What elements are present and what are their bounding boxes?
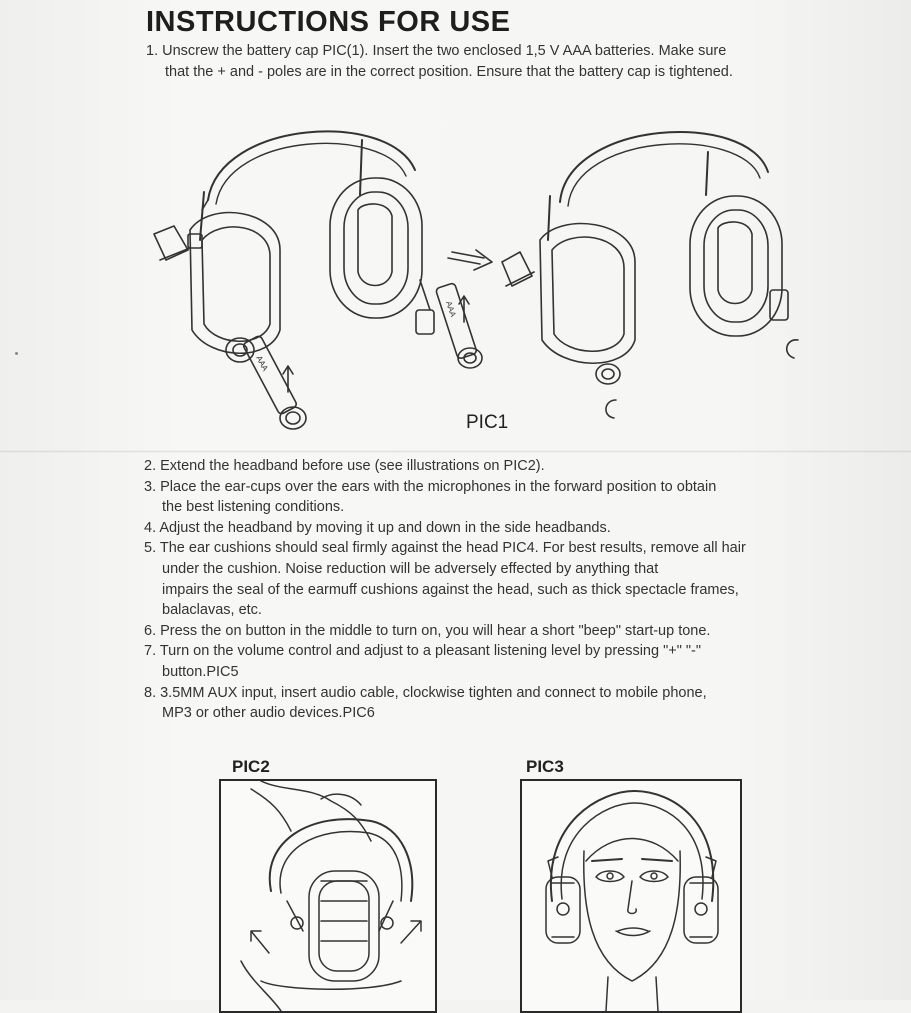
- step-5-line-3: impairs the seal of the earmuff cushions against the head, such as thick spectacle frames,: [162, 581, 739, 598]
- step-7-line-1: 7. Turn on the volume control and adjust to a pleasant listening level by pressing "+" "-": [144, 643, 702, 660]
- step-2-line-1: 2. Extend the headband before use (see illustrations on PIC2).: [144, 458, 545, 474]
- pic1-illustration: [130, 100, 830, 445]
- step-4: [144, 518, 824, 539]
- step-7-line-2: button.PIC5: [162, 663, 239, 680]
- step-8-line-2: MP3 or other audio devices.PIC6: [162, 705, 375, 722]
- step-3-line-2: the best listening conditions.: [162, 499, 345, 516]
- right-earmuff-drawing: [502, 132, 798, 418]
- paper-fold-crease: [0, 450, 911, 453]
- step-1-line-1: 1. Unscrew the battery cap PIC(1). Insert the two enclosed 1,5 V AAA batteries. Make sure: [146, 43, 727, 59]
- page-title: INSTRUCTIONS FOR USE: [146, 6, 511, 38]
- pic2-illustration: [221, 781, 435, 1011]
- step-6: [144, 621, 824, 642]
- step-6-line-1: 6. Press the on button in the middle to turn on, you will hear a short "beep" start-up tone.: [144, 622, 711, 639]
- step-7: [144, 641, 824, 682]
- battery-label-2: AAA: [444, 300, 458, 319]
- step-3-line-1: 3. Place the ear-cups over the ears with the microphones in the forward position to obtain: [144, 478, 717, 495]
- step-1: [146, 41, 816, 83]
- paper-speck: [15, 352, 18, 355]
- pic3-frame: [520, 779, 742, 1013]
- left-earmuff-drawing: [154, 131, 482, 429]
- step-8: [144, 683, 824, 724]
- pic3-illustration: [522, 781, 740, 1011]
- step-5: [144, 538, 824, 620]
- step-5-line-4: balaclavas, etc.: [162, 602, 262, 619]
- step-5-line-1: 5. The ear cushions should seal firmly against the head PIC4. For best results, remove all hair: [144, 540, 746, 557]
- pic3-label: PIC3: [526, 757, 564, 776]
- step-8-line-1: 8. 3.5MM AUX input, insert audio cable, clockwise tighten and connect to mobile phone,: [144, 684, 707, 701]
- step-4-line-1: 4. Adjust the headband by moving it up and down in the side headbands.: [144, 519, 611, 536]
- pic2-label: PIC2: [232, 757, 270, 776]
- step-1-line-2: that the + and - poles are in the correct position. Ensure that the battery cap is tightened.: [165, 64, 733, 80]
- step-3: [144, 477, 824, 518]
- pic2-frame: [219, 779, 437, 1013]
- step-2: [144, 456, 824, 477]
- steps-list: [144, 456, 824, 724]
- pic1-label: PIC1: [466, 412, 509, 433]
- step-5-line-2: under the cushion. Noise reduction will be adversely effected by anything that: [162, 560, 659, 577]
- transition-arrow: [448, 250, 492, 270]
- battery-label-1: AAA: [254, 354, 270, 373]
